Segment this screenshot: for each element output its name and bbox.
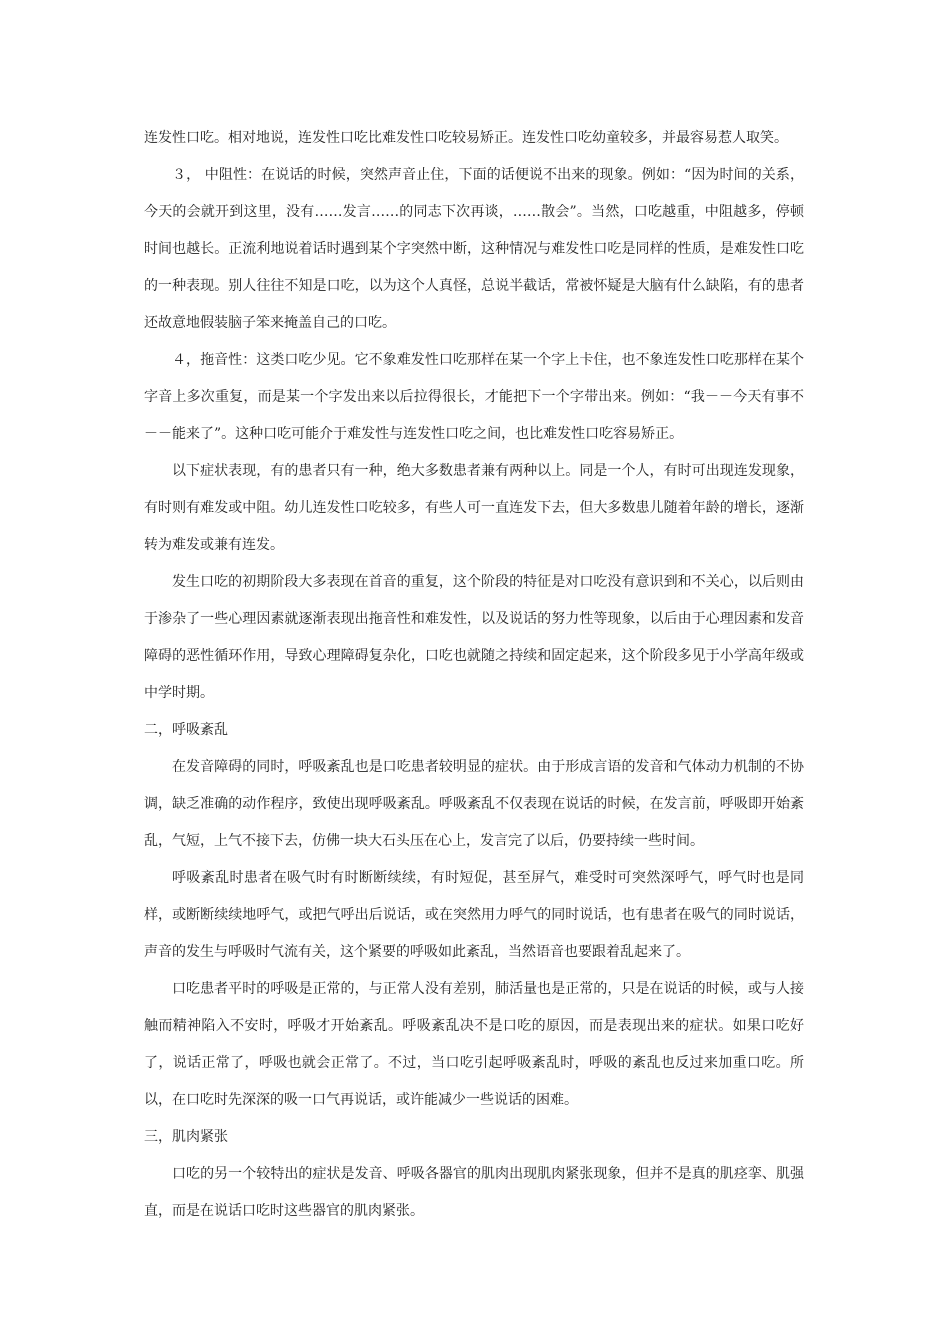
paragraph-breathing-details: 呼吸紊乱时患者在吸气时有时断断续续，有时短促，甚至屏气，难受时可突然深呼气，呼气时也是同样，或断断续续地呼气，或把气呼出后说话，或在突然用力呼气的同时说话，也有患者在吸气的同时说话，声音的发生与呼吸时气流有关，这个紧要的呼吸如此紊乱，当然语音也要跟着乱起来了。 (144, 870, 804, 960)
section-heading-muscle: 三，肌肉紧张 (144, 1129, 228, 1145)
section-heading-breathing: 二，呼吸紊乱 (144, 722, 228, 738)
paragraph-blocking-type: ３， 中阻性：在说话的时候，突然声音止住，下面的话便说不出来的现象。例如：“因为时间的关系，今天的会就开到这里，没有……发言……的同志下次再谈，……散会”。当然，口吃越重，中阻越多，停顿时间也越长。正流利地说着话时遇到某个字突然中断，这种情况与难发性口吃是同样的性质，是难发性口吃的一种表现。别人往往不知是口吃，以为这个人真怪，总说半截话，常被怀疑是大脑有什么缺陷，有的患者还故意地假装脑子笨来掩盖自己的口吃。 (144, 167, 804, 331)
paragraph-muscle-tension: 口吃的另一个较特出的症状是发音、呼吸各器官的肌肉出现肌肉紧张现象，但并不是真的肌痉挛、肌强直，而是在说话口吃时这些器官的肌肉紧张。 (144, 1166, 804, 1219)
paragraph-continuation: 连发性口吃。相对地说，连发性口吃比难发性口吃较易矫正。连发性口吃幼童较多，并最容易惹人取笑。 (144, 130, 788, 146)
paragraph-early-stage: 发生口吃的初期阶段大多表现在首音的重复，这个阶段的特征是对口吃没有意识到和不关心，以后则由于渗杂了一些心理因素就逐渐表现出拖音性和难发性，以及说话的努力性等现象，以后由于心理因素和发音障碍的恶性循环作用，导致心理障碍复杂化，口吃也就随之持续和固定起来，这个阶段多见于小学高年级或中学时期。 (144, 574, 804, 701)
paragraph-prolongation-type: ４，拖音性：这类口吃少见。它不象难发性口吃那样在某一个字上卡住，也不象连发性口吃那样在某个字音上多次重复，而是某一个字发出来以后拉得很长，才能把下一个字带出来。例如：“我－－今天有事不－－能来了”。这种口吃可能介于难发性与连发性口吃之间，也比难发性口吃容易矫正。 (144, 352, 804, 442)
paragraph-breathing-normal: 口吃患者平时的呼吸是正常的，与正常人没有差别，肺活量也是正常的，只是在说话的时候，或与人接触而精神陷入不安时，呼吸才开始紊乱。呼吸紊乱决不是口吃的原因，而是表现出来的症状。如果口吃好了，说话正常了，呼吸也就会正常了。不过，当口吃引起呼吸紊乱时，呼吸的紊乱也反过来加重口吃。所以，在口吃时先深深的吸一口气再说话，或许能减少一些说话的困难。 (144, 981, 804, 1108)
paragraph-breathing-intro: 在发音障碍的同时，呼吸紊乱也是口吃患者较明显的症状。由于形成言语的发音和气体动力机制的不协调，缺乏准确的动作程序，致使出现呼吸紊乱。呼吸紊乱不仅表现在说话的时候，在发言前，呼吸即开始紊乱，气短，上气不接下去，仿佛一块大石头压在心上，发言完了以后，仍要持续一些时间。 (144, 759, 804, 849)
paragraph-symptom-mix: 以下症状表现，有的患者只有一种，绝大多数患者兼有两种以上。同是一个人，有时可出现连发现象，有时则有难发或中阻。幼儿连发性口吃较多，有些人可一直连发下去，但大多数患儿随着年龄的增长，逐渐转为难发或兼有连发。 (144, 463, 804, 553)
